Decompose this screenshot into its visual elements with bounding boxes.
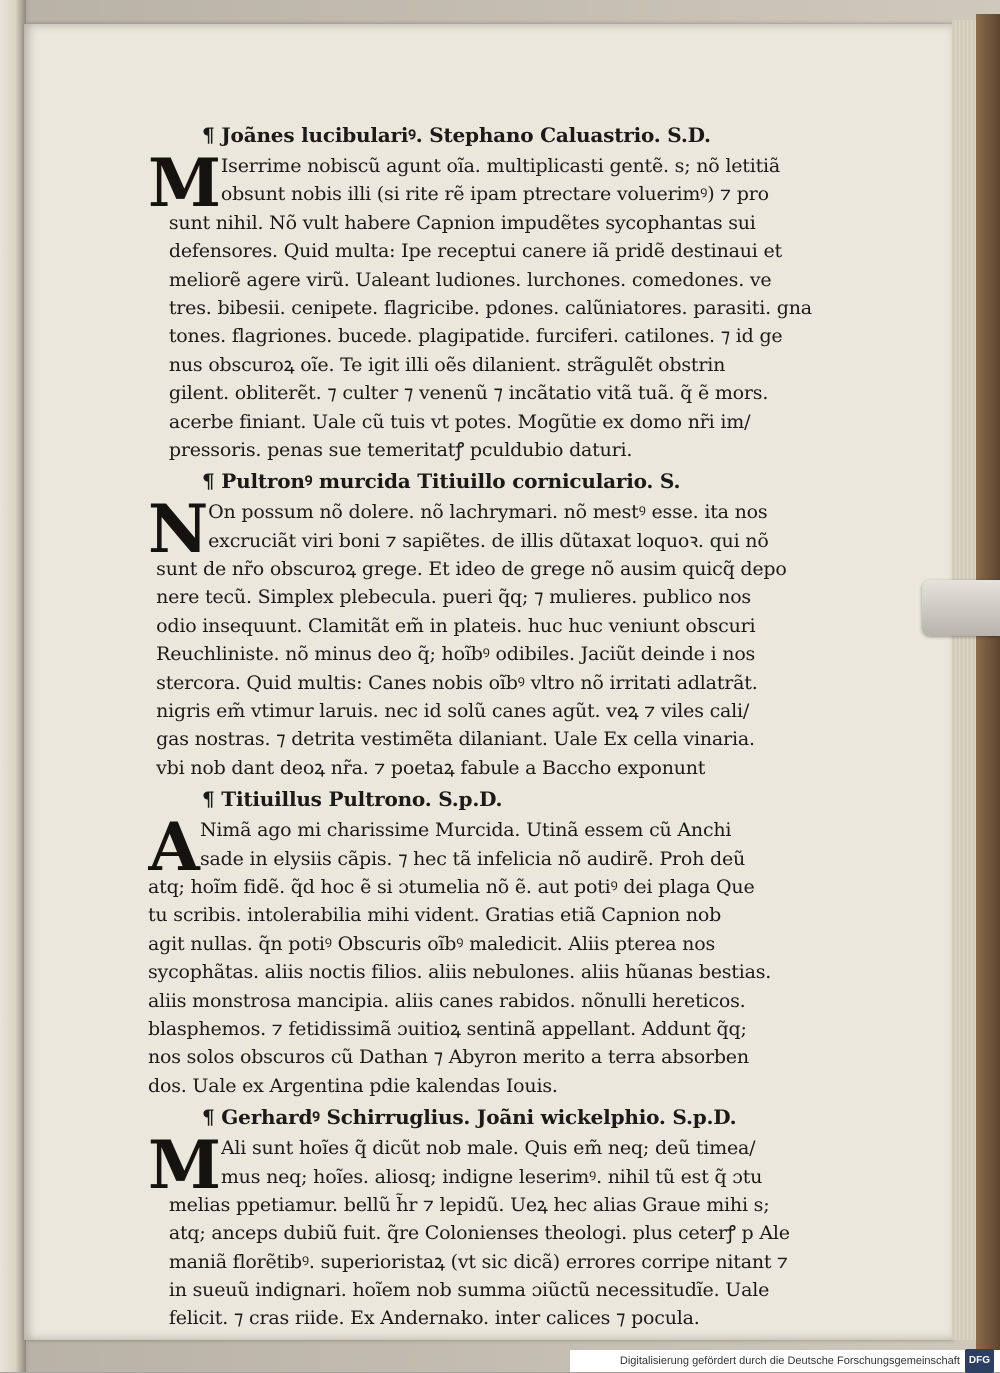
text-line: excruciãt viri boni ⁊ sapiẽtes. de illis dũtaxat loquoꝛ. qui nõ xyxy=(208,529,769,552)
text-line: dos. Uale ex Argentina pdie kalendas Iouis. xyxy=(148,1074,558,1097)
text-line: aliis monstrosa mancipia. aliis canes rabidos. nõnulli hereticos. xyxy=(148,989,746,1012)
text-line: sycophãtas. aliis noctis filios. aliis nebulones. aliis hũanas bestias. xyxy=(148,961,772,984)
decorated-initial: M xyxy=(148,144,221,222)
printed-text-block xyxy=(148,118,812,1333)
letter-body xyxy=(148,144,812,464)
text-line: Reuchliniste. nõ minus deo q̃; hoĩbꝰ odibiles. Jaciũt deinde i nos xyxy=(156,643,756,666)
book-cover-edge xyxy=(976,14,1000,1354)
letter-body xyxy=(148,808,778,1100)
funding-credit: Digitalisierung gefördert durch die Deutsche Forschungsgemeinschaft xyxy=(619,1355,960,1367)
text-line: atq; anceps dubiũ fuit. q̃re Colonienses theologi. plus ceterꝭ p Ale xyxy=(168,1222,790,1245)
text-line: melias ppetiamur. bellũ h̃r ⁊ lepidũ. Ueꝝ hec alias Graue mihi s; xyxy=(168,1193,770,1216)
text-line: sade in elysiis cãpis. ⁊ hec tã infelicia nõ audirẽ. Proh deũ xyxy=(200,847,746,870)
decorated-initial: M xyxy=(148,1126,221,1205)
text-line: Nimã ago mi charissime Murcida. Utinã essem cũ Anchi xyxy=(200,819,732,842)
text-line: Ali sunt hoĩes q̃ dicũt nob male. Quis em̃ neq; deũ timea/ xyxy=(220,1137,756,1160)
text-line: agit nullas. q̃n potiꝰ Obscuris oĩbꝰ maledicit. Aliis pterea nos xyxy=(148,932,716,955)
text-line: gas nostras. ⁊ detrita vestimẽta dilaniant. Uale Ex cella vinaria. xyxy=(156,728,755,751)
text-line: gilent. obliterẽt. ⁊ culter ⁊ venenũ ⁊ incãtatio vitã tuã. q̃ ẽ mors. xyxy=(168,382,769,405)
letter-heading: ¶ Joãnes lucibulariꝰ. Stephano Caluastrio. S.D. xyxy=(202,123,711,147)
dfg-logo: DFG xyxy=(965,1349,994,1373)
text-line: Iserrime nobiscũ agunt oĩa. multiplicasti gentẽ. s; nõ letitiã xyxy=(220,155,781,177)
text-line: acerbe finiant. Uale cũ tuis vt potes. Mogũtie ex domo nr̃i im/ xyxy=(168,410,751,433)
text-line: pressoris. penas sue temeritatꝭ pculdubio daturi. xyxy=(168,438,633,461)
text-line: nos solos obscuros cũ Dathan ⁊ Abyron merito a terra absorben xyxy=(148,1046,749,1069)
text-line: tres. bibesii. cenipete. flagricibe. pdones. calũniatores. parasiti. gna xyxy=(168,296,812,319)
text-line: odio insequunt. Clamitãt em̃ in plateis. huc huc veniunt obscuri xyxy=(156,614,756,637)
book-binding xyxy=(0,0,26,1372)
letter-body xyxy=(148,490,787,782)
text-line: tu scribis. intolerabilia mihi vident. Gratias etiã Capnion nob xyxy=(148,904,722,927)
text-line: stercora. Quid multis: Canes nobis oĩbꝰ vltro nõ irritati adlatrãt. xyxy=(156,671,758,694)
decorated-initial: N xyxy=(148,490,209,569)
text-line: sunt de nr̃o obscuroꝝ grege. Et ideo de grege nõ ausim quicq̃ depo xyxy=(156,558,787,581)
letter-heading: ¶ Gerhardꝰ Schirruglius. Joãni wickelphio. S.p.D. xyxy=(202,1105,737,1130)
text-line: tones. flagriones. bucede. plagipatide. furciferi. catilones. ⁊ id ge xyxy=(168,325,783,348)
text-line: On possum nõ dolere. nõ lachrymari. nõ mestꝰ esse. ita nos xyxy=(208,501,768,524)
page-edges xyxy=(952,20,976,1340)
text-line: mus neq; hoĩes. aliosq; indigne leserimꝰ. nihil tũ est q̃ ɔtu xyxy=(220,1165,763,1188)
text-line: in sueuũ indignari. hoĩem nob summa ɔiũctũ necessitudĩe. Uale xyxy=(168,1279,770,1302)
text-line: nigris em̃ vtimur laruis. nec id solũ canes agũt. veꝝ ⁊ viles cali/ xyxy=(156,700,750,723)
text-line: vbi nob dant deoꝝ nr̃a. ⁊ poetaꝝ fabule a Baccho exponunt xyxy=(156,756,706,779)
letter-body xyxy=(148,1126,790,1333)
text-line: obsunt nobis illi (si rite rẽ ipam ptrectare voluerimꝰ) ⁊ pro xyxy=(220,183,769,206)
text-line: nere tecũ. Simplex plebecula. pueri q̃q; ⁊ mulieres. publico nos xyxy=(156,586,751,609)
letter-heading: ¶ Pultronꝰ murcida Titiuillo corniculario. S. xyxy=(202,469,681,494)
text-line: meliorẽ agere virũ. Ualeant ludiones. lurchones. comedones. ve xyxy=(168,268,772,291)
digitization-footer xyxy=(570,1350,1000,1372)
decorated-initial: A xyxy=(148,808,200,887)
text-line: maniã florẽtibꝰ. superioristaꝝ (vt sic dicã) errores corripe nitant ⁊ xyxy=(168,1250,788,1273)
text-line: sunt nihil. Nõ vult habere Capnion impudẽtes sycophantas sui xyxy=(168,211,756,234)
letter-heading: ¶ Titiuillus Pultrono. S.p.D. xyxy=(202,787,503,812)
page-tab-marker xyxy=(922,580,1000,636)
text-line: defensores. Quid multa: Ipe receptui canere iã pridẽ destinaui et xyxy=(168,240,782,263)
text-line: blasphemos. ⁊ fetidissimã ɔuitioꝝ sentinã appellant. Addunt q̃q; xyxy=(148,1017,747,1040)
text-line: nus obscuroꝝ oĩe. Te igit illi oẽs dilanient. strãgulẽt obstrin xyxy=(168,353,726,376)
text-line: felicit. ⁊ cras riide. Ex Andernako. inter calices ⁊ pocula. xyxy=(168,1307,700,1330)
text-line: atq; hoĩm fidẽ. q̃d hoc ẽ si ɔtumelia nõ ẽ. aut potiꝰ dei plaga Que xyxy=(148,875,755,898)
